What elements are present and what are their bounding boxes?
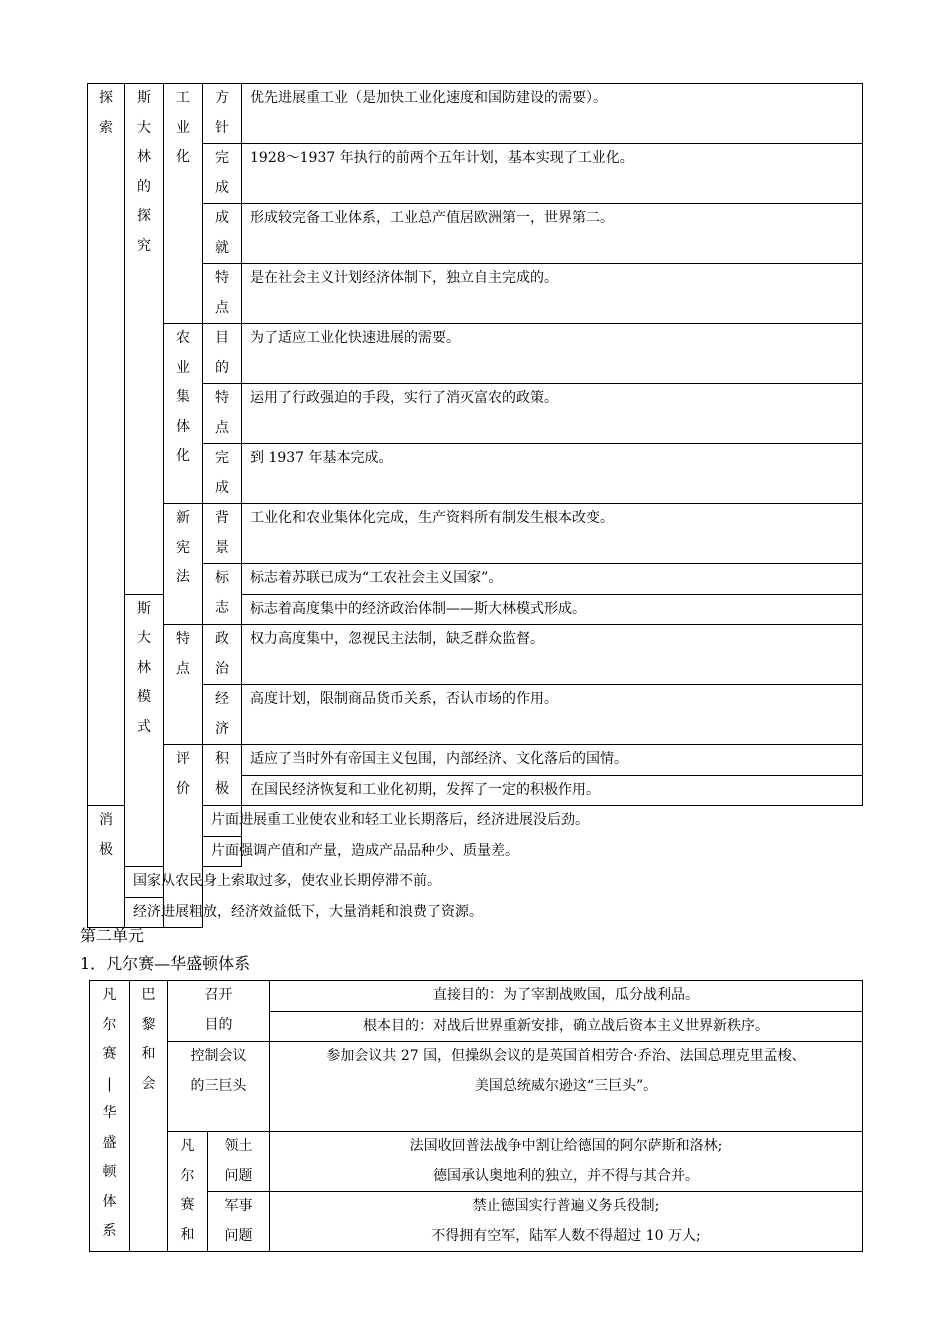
text-territory [270, 1132, 863, 1192]
category-tansuo: 探 索 [88, 84, 125, 806]
label-biaozhi: 标 志 [203, 564, 242, 625]
text-beijing: 工业化和农业集体化完成，生产资料所有制发生根本改变。 [242, 504, 863, 564]
category-system: 凡 尔 赛 | 华 盛 顿 体 系 [90, 981, 130, 1252]
versailles-washington-table [89, 980, 863, 1252]
label-wancheng: 完 成 [203, 144, 242, 204]
text-jiji-2: 在国民经济恢复和工业化初期，发挥了一定的积极作用。 [242, 775, 863, 806]
label-fangzhen: 方 针 [203, 84, 242, 144]
text-xiaoji-1: 片面进展重工业使农业和轻工业长期落后，经济进展没后劲。 [203, 806, 242, 837]
category-stalin-exploration: 斯 大 林 的 探 究 [125, 84, 164, 595]
category-versailles-treaty: 凡 尔 赛 和 [168, 1132, 208, 1252]
text-jingji: 高度计划，限制商品货币关系，否认市场的作用。 [242, 685, 863, 745]
text-xiaoji-3: 国家从农民身上索取过多，使农业长期停滞不前。 [125, 867, 164, 898]
text-fangzhen: 优先进展重工业（是加快工业化速度和国防建设的需要）。 [242, 84, 863, 144]
label-mudi: 目 的 [203, 324, 242, 384]
text-territory-2: 德国承认奥地利的独立，并不得与其合并。 [433, 1167, 699, 1184]
text-zhengzhi: 权力高度集中，忽视民主法制，缺乏群众监督。 [242, 625, 863, 685]
label-big-three: 控制会议 的三巨头 [168, 1042, 270, 1132]
text-military-1: 禁止德国实行普遍义务兵役制; [472, 1198, 660, 1214]
text-big-three [270, 1042, 863, 1132]
text-mudi: 为了适应工业化快速进展的需要。 [242, 324, 863, 384]
text-big-three-2: 美国总统威尔逊这“三巨头”。 [474, 1077, 658, 1094]
text-territory-1: 法国收回普法战争中割让给德国的阿尔萨斯和洛林; [409, 1138, 723, 1154]
text-wancheng-2: 到 1937 年基本完成。 [242, 444, 863, 504]
section-heading: 1．凡尔赛—华盛顿体系 [80, 954, 251, 973]
stalin-exploration-table [87, 83, 863, 928]
text-big-three-1: 参加会议共 27 国，但操纵会议的是英国首相劳合·乔治、法国总理克里孟梭、 [326, 1048, 806, 1064]
category-paris-conference: 巴 黎 和 会 [130, 981, 168, 1252]
label-tedian-2: 特 点 [203, 384, 242, 444]
text-military [270, 1192, 863, 1252]
category-collectivization: 农 业 集 体 化 [164, 324, 203, 504]
label-zhengzhi: 政 治 [203, 625, 242, 685]
label-military: 军事 问题 [208, 1192, 270, 1252]
label-tedian: 特 点 [203, 264, 242, 324]
text-tedian: 是在社会主义计划经济体制下，独立自主完成的。 [242, 264, 863, 324]
text-jiji-1: 适应了当时外有帝国主义包围，内部经济、文化落后的国情。 [242, 745, 863, 776]
text-xiaoji-2: 片面强调产值和产量，造成产品品种少、质量差。 [203, 836, 242, 867]
text-biaozhi-1: 标志着苏联已成为“工农社会主义国家”。 [242, 564, 863, 595]
label-wancheng-2: 完 成 [203, 444, 242, 504]
category-pingjia: 评 价 [164, 745, 203, 928]
category-industrialization: 工 业 化 [164, 84, 203, 324]
category-constitution: 新 宪 法 [164, 504, 203, 625]
label-purpose: 召开 目的 [168, 981, 270, 1042]
text-purpose-1: 直接目的：为了宰割战败国，瓜分战利品。 [270, 981, 863, 1012]
text-wancheng: 1928～1937 年执行的前两个五年计划，基本实现了工业化。 [242, 144, 863, 204]
text-chengjiu: 形成较完备工业体系，工业总产值居欧洲第一，世界第二。 [242, 204, 863, 264]
label-jingji: 经 济 [203, 685, 242, 745]
text-purpose-2: 根本目的：对战后世界重新安排，确立战后资本主义世界新秩序。 [270, 1011, 863, 1042]
category-stalin-model: 斯 大 林 模 式 [125, 594, 164, 867]
label-chengjiu: 成 就 [203, 204, 242, 264]
label-xiaoji: 消 极 [88, 806, 125, 928]
label-territory: 领土 问题 [208, 1132, 270, 1192]
text-xiaoji-4: 经济进展粗放，经济效益低下，大量消耗和浪费了资源。 [125, 897, 164, 928]
text-military-2: 不得拥有空军，陆军人数不得超过 10 万人; [431, 1227, 701, 1244]
text-biaozhi-2: 标志着高度集中的经济政治体制——斯大林模式形成。 [242, 594, 863, 625]
text-tedian-2: 运用了行政强迫的手段，实行了消灭富农的政策。 [242, 384, 863, 444]
category-tedian-3: 特 点 [164, 625, 203, 745]
label-beijing: 背 景 [203, 504, 242, 564]
label-jiji: 积 极 [203, 745, 242, 806]
unit-heading: 第二单元 [80, 926, 145, 945]
